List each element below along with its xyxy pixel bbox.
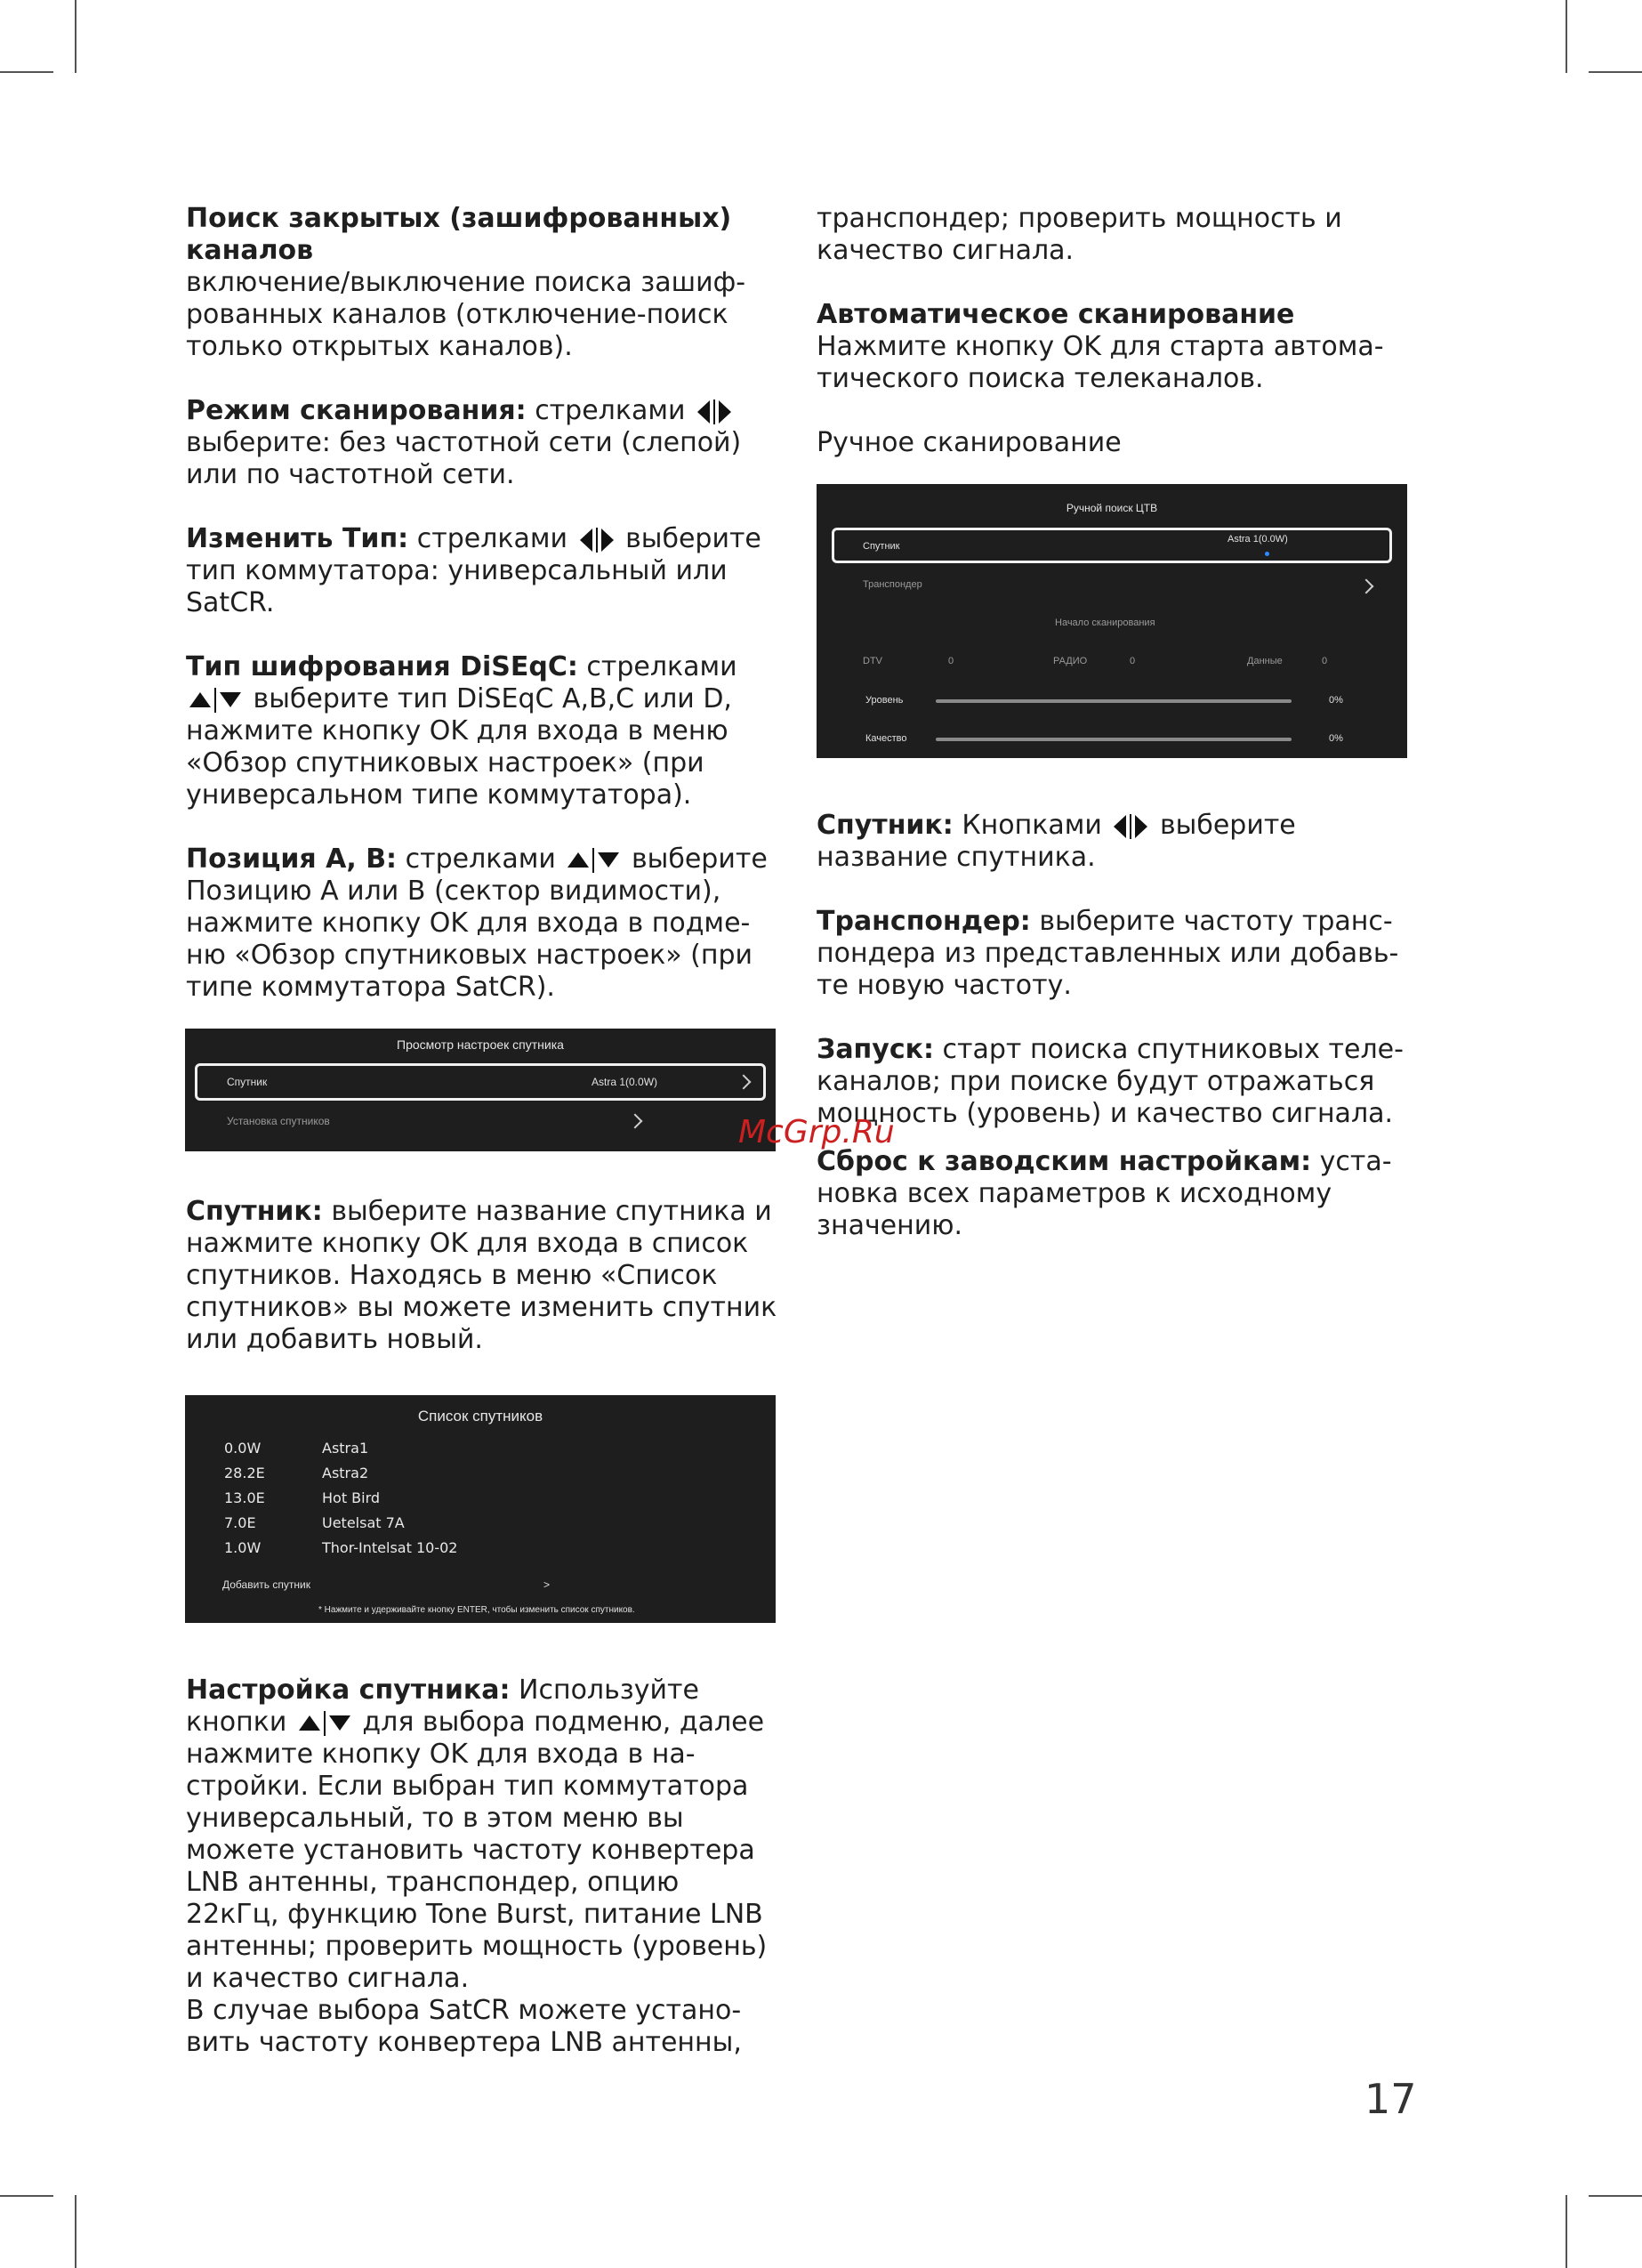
text: стрелками	[405, 843, 556, 875]
list-item[interactable]	[224, 1489, 457, 1514]
text: Используйте кнопки	[186, 1675, 699, 1738]
satellite-list-screenshot	[185, 1395, 776, 1623]
text: выберите тип коммутатора: универсальный или SatCR.	[186, 523, 761, 618]
quality-value: 0%	[1329, 733, 1343, 744]
heading: Спутник:	[186, 1196, 323, 1227]
row-label: Спутник	[863, 541, 900, 552]
text: стрелками	[416, 523, 567, 554]
sat-position: 13.0E	[224, 1489, 265, 1506]
heading: Настройка спутника:	[186, 1675, 511, 1706]
paragraph-start	[817, 1034, 1418, 1130]
heading: Автоматическое сканирование	[817, 299, 1295, 330]
list-item[interactable]	[224, 1440, 457, 1465]
satellite-list	[224, 1440, 457, 1564]
crop-mark	[1589, 71, 1642, 73]
quality-label: Качество	[865, 733, 907, 744]
level-bar	[936, 699, 1292, 703]
text: стрелками	[586, 651, 737, 682]
signal-dot	[1265, 552, 1269, 556]
manual-search-screenshot	[817, 484, 1407, 758]
data-label: Данные	[1247, 656, 1283, 666]
text: включение/выключение поиска зашиф-рованных каналов (отключение-поиск только открытых каналов).	[186, 267, 746, 362]
left-right-arrows-icon	[1114, 810, 1147, 842]
satellite-row[interactable]	[832, 528, 1392, 563]
data-value: 0	[1322, 656, 1328, 666]
heading: Спутник:	[817, 810, 954, 841]
sat-name: Hot Bird	[322, 1489, 381, 1506]
up-down-arrows-icon	[567, 843, 619, 876]
crop-mark	[75, 2195, 76, 2268]
satellite-settings-screenshot	[185, 1029, 776, 1151]
add-satellite-arrow[interactable]: >	[543, 1578, 551, 1591]
crop-mark	[0, 2195, 53, 2197]
heading: Режим сканирования:	[186, 395, 527, 426]
chevron-right-icon	[1359, 579, 1374, 594]
screen-title: Ручной поиск ЦТВ	[1066, 502, 1158, 514]
crop-mark	[1566, 0, 1567, 73]
text: стрелками	[535, 395, 686, 426]
quality-bar	[936, 738, 1292, 741]
chevron-right-icon	[736, 1075, 752, 1090]
text: выберите тип DiSEqC A,B,C или D, нажмите кнопку OK для входа в меню «Обзор спутниковых настроек» (при универсальном типе коммутатора).	[186, 683, 732, 811]
start-scan-label[interactable]: Начало сканирования	[1055, 617, 1155, 628]
right-column-top	[817, 203, 1418, 491]
left-column-middle	[186, 1196, 778, 1388]
text: выберите: без частотной сети (слепой) или по частотной сети.	[186, 427, 742, 490]
heading: Тип шифрования DiSEqC:	[186, 651, 578, 682]
row-value: Astra 1(0.0W)	[1227, 534, 1288, 545]
radio-label: РАДИО	[1053, 656, 1088, 666]
text: Ручное сканирование	[817, 427, 1122, 458]
left-column-bottom	[186, 1675, 778, 2059]
screen-title: Просмотр настроек спутника	[397, 1037, 564, 1052]
paragraph-encrypted-search	[186, 203, 778, 363]
satellite-row[interactable]	[195, 1063, 766, 1101]
list-item[interactable]	[224, 1465, 457, 1489]
chevron-right-icon	[628, 1114, 643, 1129]
crop-mark	[0, 71, 53, 73]
dtv-value: 0	[948, 656, 954, 666]
screen-title: Список спутников	[417, 1408, 543, 1425]
add-satellite-label[interactable]: Добавить спутник	[222, 1578, 310, 1591]
paragraph-scan-mode	[186, 395, 778, 491]
page-number: 17	[1364, 2075, 1417, 2123]
screen-note: * Нажмите и удерживайте кнопку ENTER, чтобы изменить список спутников.	[318, 1605, 635, 1615]
crop-mark	[1566, 2195, 1567, 2268]
text: транспондер; проверить мощность и качество сигнала.	[817, 203, 1342, 266]
setup-satellites-label[interactable]: Установка спутников	[227, 1115, 330, 1127]
row-label: Спутник	[227, 1076, 268, 1088]
text: В случае выбора SatCR можете устано-вить частоту конвертера LNB антенны,	[186, 1995, 742, 2058]
left-right-arrows-icon	[697, 395, 731, 427]
heading: Изменить Тип:	[186, 523, 409, 554]
up-down-arrows-icon	[189, 683, 241, 715]
heading: Запуск:	[817, 1034, 934, 1065]
list-item[interactable]	[224, 1539, 457, 1564]
crop-mark	[1589, 2195, 1642, 2197]
sat-name: Uetelsat 7A	[322, 1514, 405, 1531]
text: для выбора подменю, далее нажмите кнопку OK для входа в на-стройки. Если выбран тип коммутатора универсальный, то в этом меню вы можете установить частоту конвертера LNB антенны, транспондер, опцию 22кГц, функцию Tone Burst, питание LNB антенны; проверить мощность (уровень) и качество сигнала.	[186, 1707, 768, 1994]
sat-position: 28.2E	[224, 1465, 265, 1481]
text: старт поиска спутниковых теле-каналов; при поиске будут отражаться мощность (уровень) и качество сигнала.	[817, 1034, 1404, 1129]
text: Нажмите кнопку OK для старта автома-тического поиска телеканалов.	[817, 331, 1384, 394]
text: выберите название спутника и нажмите кнопку OK для входа в список спутников. Находясь в меню «Список спутников» вы можете изменить спутник или добавить новый.	[186, 1196, 777, 1355]
text: Кнопками	[962, 810, 1102, 841]
paragraph-satellite	[186, 1196, 778, 1356]
sat-position: 1.0W	[224, 1539, 262, 1556]
sat-name: Astra2	[322, 1465, 369, 1481]
paragraph-position	[186, 843, 778, 1004]
paragraph-diseqc	[186, 651, 778, 811]
paragraph-auto-scan	[817, 299, 1418, 395]
dtv-label: DTV	[863, 656, 882, 666]
heading: Позиция А, В:	[186, 843, 398, 875]
left-right-arrows-icon	[580, 523, 614, 555]
paragraph-manual-scan	[817, 427, 1418, 459]
right-column-bottom	[817, 810, 1418, 1274]
heading: Сброс к заводским настройкам:	[817, 1146, 1312, 1177]
heading: Транспондер:	[817, 906, 1031, 937]
sat-name: Astra1	[322, 1440, 369, 1457]
paragraph-factory-reset	[817, 1146, 1418, 1242]
text: выберите Позицию А или В (сектор видимости), нажмите кнопку OK для входа в подме-ню «Обзор спутниковых настроек» (при типе коммутатора SatCR).	[186, 843, 768, 1003]
list-item[interactable]	[224, 1514, 457, 1539]
paragraph-satellite-setup	[186, 1675, 778, 2059]
heading: Поиск закрытых (зашифрованных) каналов	[186, 203, 732, 266]
paragraph-transponder	[817, 906, 1418, 1002]
paragraph-continued	[817, 203, 1418, 267]
sat-position: 7.0E	[224, 1514, 256, 1531]
level-value: 0%	[1329, 695, 1343, 706]
left-column-top	[186, 203, 778, 1036]
sat-position: 0.0W	[224, 1440, 262, 1457]
text: уста-новка всех параметров к исходному значению.	[817, 1146, 1392, 1241]
paragraph-satellite-select	[817, 810, 1418, 874]
radio-value: 0	[1130, 656, 1136, 666]
up-down-arrows-icon	[299, 1707, 350, 1739]
crop-mark	[75, 0, 76, 73]
row-value: Astra 1(0.0W)	[592, 1076, 658, 1088]
watermark: McGrp.Ru	[738, 1114, 895, 1150]
transponder-label[interactable]: Транспондер	[863, 579, 922, 590]
sat-name: Thor-Intelsat 10-02	[322, 1539, 458, 1556]
paragraph-change-type	[186, 523, 778, 619]
level-label: Уровень	[865, 695, 904, 706]
text: выберите название спутника.	[817, 810, 1296, 873]
text: выберите частоту транс-пондера из представленных или добавь-те новую частоту.	[817, 906, 1399, 1001]
